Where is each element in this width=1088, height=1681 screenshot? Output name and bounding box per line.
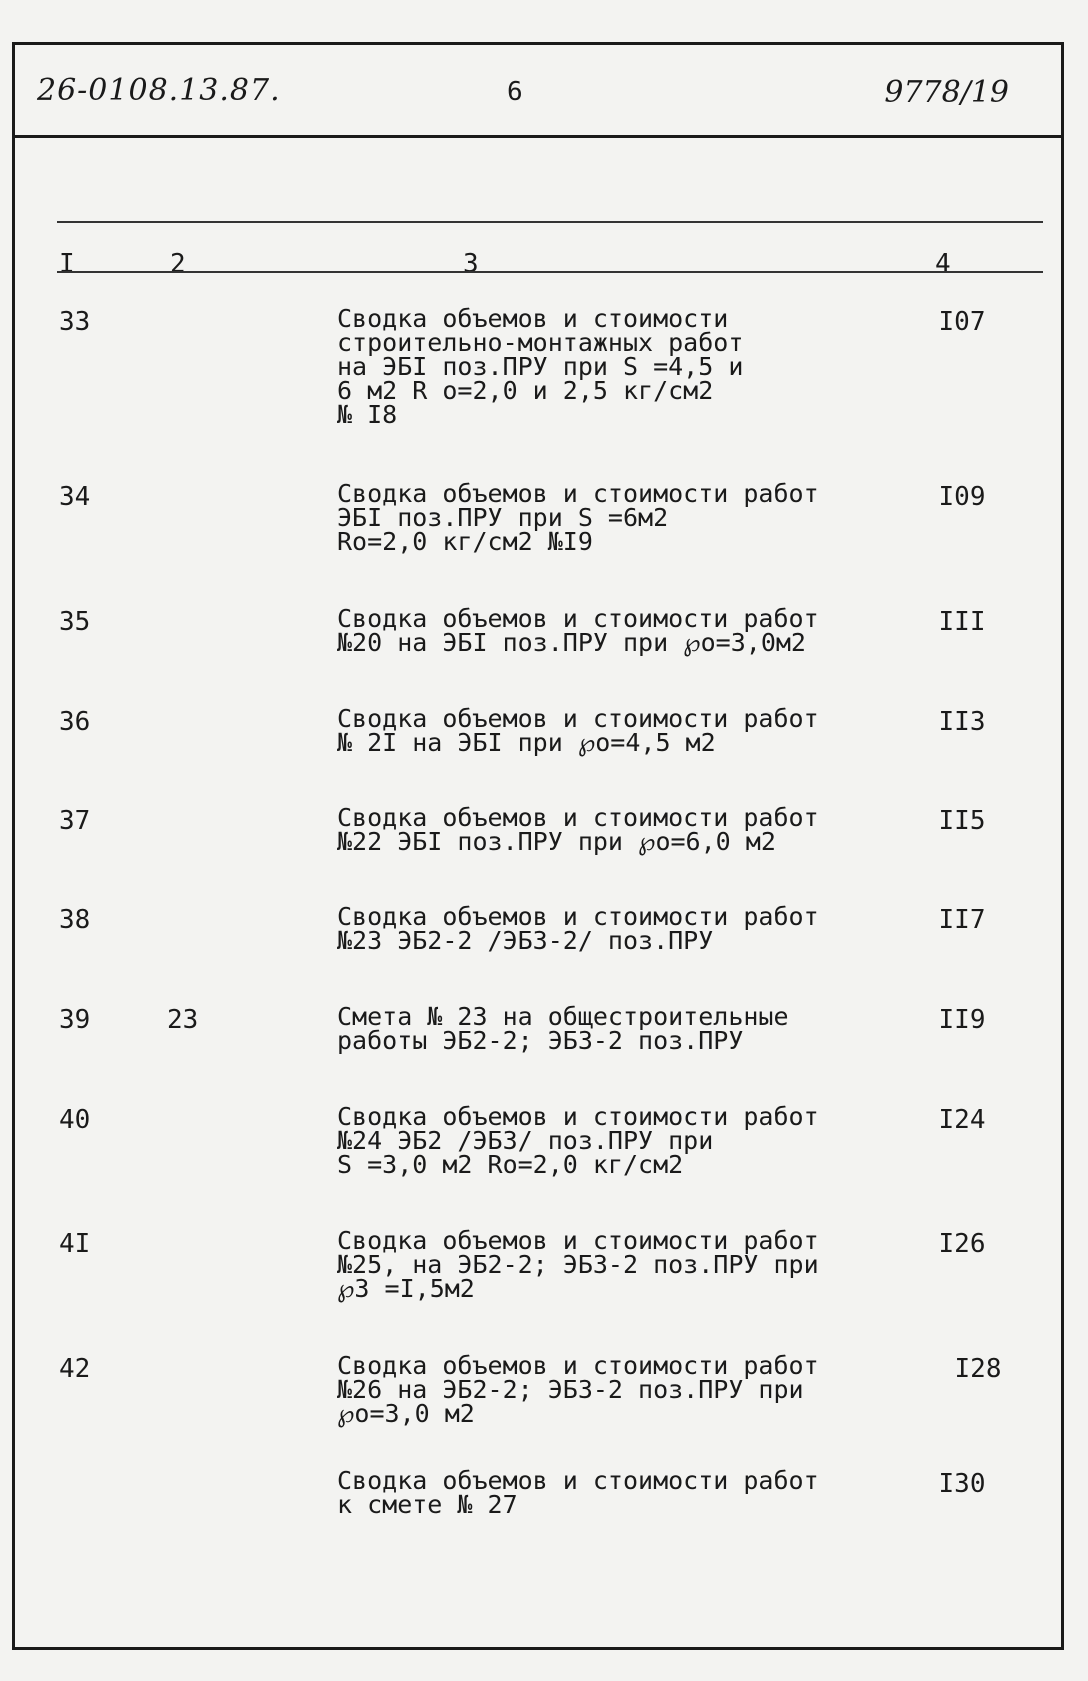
- row-description: Сводка объемов и стоимости работ №24 ЭБ2 /ЭБ3/ поз.ПРУ при S =3,0 м2 Rо=2,0 кг/см2: [337, 1102, 819, 1179]
- row-page: II3: [938, 707, 986, 737]
- row-number: 39: [59, 1005, 91, 1035]
- row-page: I28: [954, 1354, 1002, 1384]
- row-number: 38: [59, 905, 91, 935]
- row-number: 35: [59, 607, 91, 637]
- column-header-3: 3: [463, 249, 479, 279]
- table-header-rule: [57, 271, 1043, 273]
- page-number: 6: [507, 77, 523, 107]
- row-number: 33: [59, 307, 91, 337]
- row-number: 40: [59, 1105, 91, 1135]
- row-description: Смета № 23 на общестроительные работы ЭБ2-2; ЭБ3-2 поз.ПРУ: [337, 1002, 789, 1055]
- row-number: 42: [59, 1354, 91, 1384]
- table-top-rule: [57, 221, 1043, 223]
- row-page: III: [938, 607, 986, 637]
- row-description: Сводка объемов и стоимости работ №20 на ЭБI поз.ПРУ при ℘о=3,0м2: [337, 604, 819, 657]
- row-number: 4I: [59, 1229, 91, 1259]
- row-page: I07: [938, 307, 986, 337]
- row-description: Сводка объемов и стоимости работ №26 на ЭБ2-2; ЭБ3-2 поз.ПРУ при ℘о=3,0 м2: [337, 1351, 819, 1428]
- row-number: 34: [59, 482, 91, 512]
- row-description: Сводка объемов и стоимости строительно-монтажных работ на ЭБI поз.ПРУ при S =4,5 и 6 м2 R о=2,0 и 2,5 кг/см2 № I8: [337, 304, 744, 429]
- row-page: II9: [938, 1005, 986, 1035]
- sheet-number: 9778/19: [884, 75, 1009, 110]
- row-description: Сводка объемов и стоимости работ №22 ЭБI поз.ПРУ при ℘о=6,0 м2: [337, 803, 819, 856]
- column-header-2: 2: [170, 249, 186, 279]
- row-page: I24: [938, 1105, 986, 1135]
- row-page: I09: [938, 482, 986, 512]
- row-description: Сводка объемов и стоимости работ к смете № 27: [337, 1466, 819, 1519]
- row-description: Сводка объемов и стоимости работ № 2I на ЭБI при ℘о=4,5 м2: [337, 704, 819, 757]
- row-description: Сводка объемов и стоимости работ №23 ЭБ2-2 /ЭБ3-2/ поз.ПРУ: [337, 902, 819, 955]
- column-header-1: I: [59, 249, 75, 279]
- row-number: 37: [59, 806, 91, 836]
- row-description: Сводка объемов и стоимости работ №25, на ЭБ2-2; ЭБ3-2 поз.ПРУ при ℘3 =I,5м2: [337, 1226, 819, 1303]
- row-description: Сводка объемов и стоимости работ ЭБI поз.ПРУ при S =6м2 Rо=2,0 кг/см2 №I9: [337, 479, 819, 556]
- row-estimate-number: 23: [167, 1005, 199, 1035]
- row-page: I26: [938, 1229, 986, 1259]
- column-header-4: 4: [935, 249, 951, 279]
- row-page: II7: [938, 905, 986, 935]
- row-number: 36: [59, 707, 91, 737]
- document-frame: [12, 42, 1064, 1650]
- row-page: I30: [938, 1469, 986, 1499]
- row-page: II5: [938, 806, 986, 836]
- title-block: [15, 45, 1061, 138]
- document-code: 26-0108.13.87.: [37, 73, 281, 108]
